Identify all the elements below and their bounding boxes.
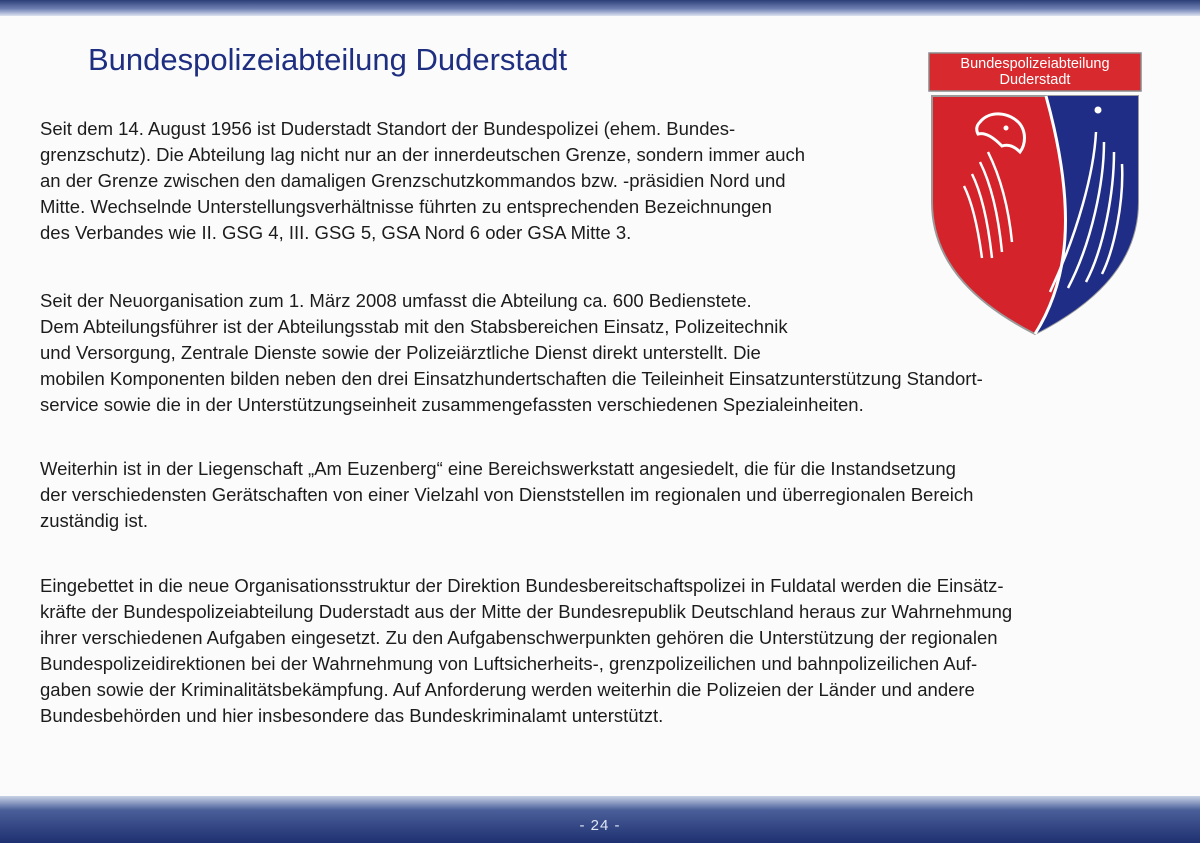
paragraph-workshop: Weiterhin ist in der Liegenschaft „Am Euzenberg“ eine Bereichswerkstatt angesiedelt, die für die Instandsetzung der verschiedensten Gerätschaften von einer Vielzahl von Dienststellen im regionalen und überregionalen Bereich zuständig ist. [40, 458, 974, 531]
paragraph-organisation: Seit der Neuorganisation zum 1. März 2008 umfasst die Abteilung ca. 600 Bedienstete. Dem Abteilungsführer ist der Abteilungsstab mit den Stabsbereichen Einsatz, Polizeitechnik und Versorgung, Zentrale Dienste sowie der Polizeiärztliche Dienst direkt unterstellt. Die mobilen Komponenten bilden neben den drei Einsatzhundertschaften die Teileinheit Einsatzunterstützung Standort- service sowie die in der Unterstützungseinheit zusammengefassten verschiedenen Spezialeinheiten. [40, 290, 983, 415]
top-decorative-band [0, 0, 1200, 16]
crest-line-2: Duderstadt [999, 72, 1071, 88]
paragraph-history: Seit dem 14. August 1956 ist Duderstadt Standort der Bundespolizei (ehem. Bundes- grenzschutz). Die Abteilung lag nicht nur an der innerdeutschen Grenze, sondern immer auch an der Grenze zwischen den damaligen Grenzschutzkommandos bzw. -präsidien Nord und Mitte. Wechselnde Unterstellungsverhältnisse führten zu entsprechenden Bezeichnungen des Verbandes wie II. GSG 4, III. GSG 5, GSA Nord 6 oder GSA Mitte 3. [40, 118, 806, 243]
page-number: - 24 - [579, 817, 621, 834]
crest-banner-text [928, 56, 1142, 88]
crest-line-1: Bundespolizeiabteilung [960, 56, 1110, 72]
page-title: Bundespolizeiabteilung Duderstadt [88, 42, 568, 77]
paragraph-tasks: Eingebettet in die neue Organisationsstruktur der Direktion Bundesbereitschaftspolizei in Fuldatal werden die Einsätz- kräfte der Bundespolizeiabteilung Duderstadt aus der Mitte der Bundesrepublik Deutschland heraus zur Wahrnehmung ihrer verschiedenen Aufgaben eingesetzt. Zu den Aufgabenschwerpunkten gehören die Unterstützung der regionalen Bundespolizeidirektionen bei der Wahrnehmung von Luftsicherheits-, grenzpolizeilichen und bahnpolizeilichen Auf- gaben sowie der Kriminalitätsbekämpfung. Auf Anforderung werden weiterhin die Polizeien der Länder und andere Bundesbehörden und hier insbesondere das Bundeskriminalamt unterstützt. [40, 575, 1013, 726]
